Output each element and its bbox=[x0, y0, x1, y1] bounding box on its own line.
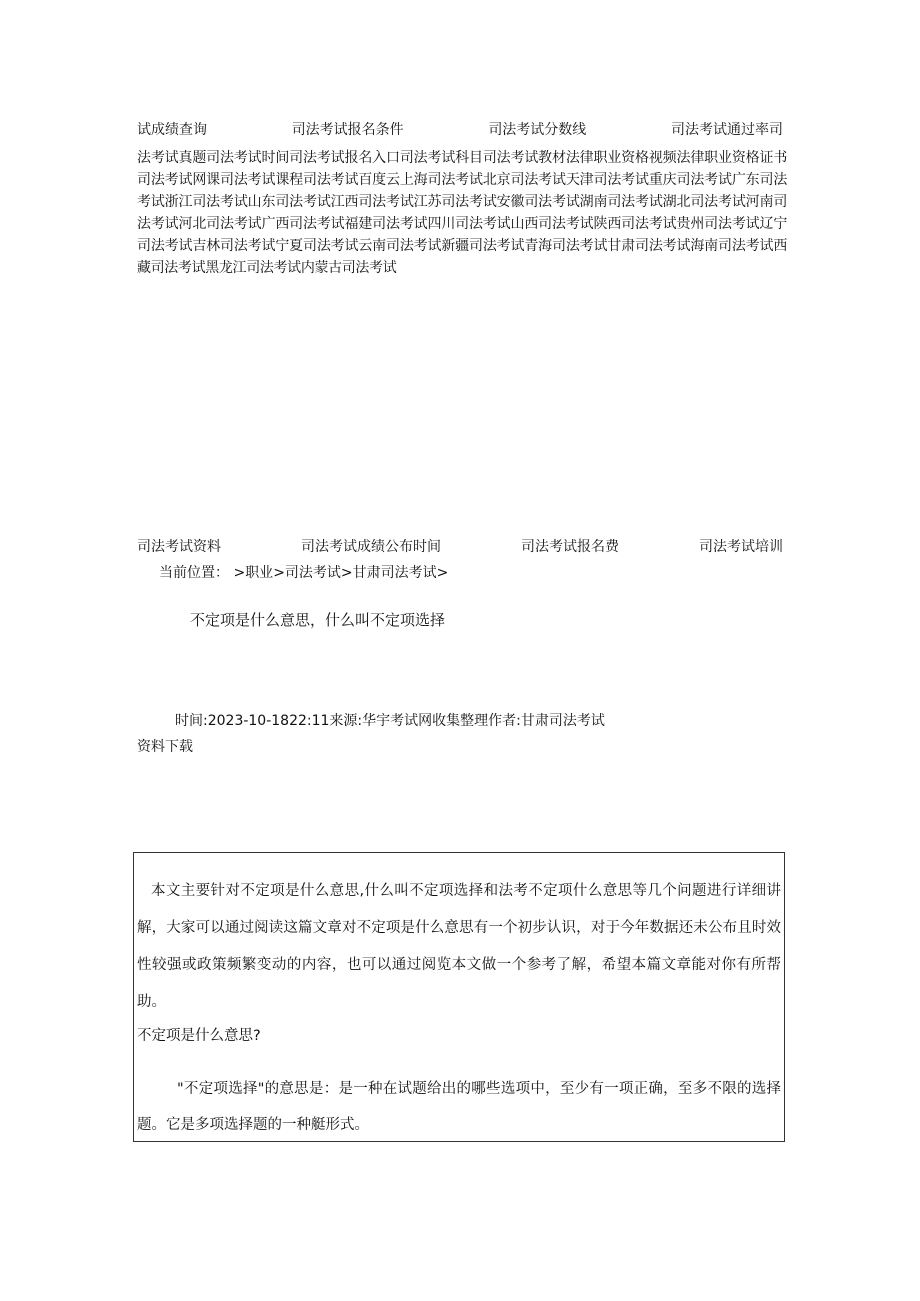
tag-link[interactable]: 司法考试科目 bbox=[399, 150, 483, 166]
tag-link[interactable]: 甘肃司法考试 bbox=[607, 238, 691, 254]
nav-link-materials[interactable]: 司法考试资料 bbox=[137, 539, 221, 555]
article-intro-paragraph: 本文主要针对不定项是什么意思,什么叫不定项选择和法考不定项什么意思等几个问题进行详细讲解，大家可以通过阅读这篇文章对不定项是什么意思有一个初步认识，对于今年数据还未公布且时效性较强或政策频繁变动的内容，也可以通过阅览本文做一个参考了解，希望本篇文章能对你有所帮助。 bbox=[137, 883, 781, 1010]
breadcrumb bbox=[159, 562, 448, 584]
nav-link-passing-score[interactable]: 司法考试分数线 bbox=[488, 122, 587, 138]
breadcrumb-item-gansu-judicial-exam[interactable]: 甘肃司法考试 bbox=[352, 565, 437, 581]
tag-link[interactable]: 法律职业资格证书 bbox=[676, 150, 787, 166]
article-answer-paragraph: "不定项选择"的意思是：是一种在试题给出的哪些选项中，至少有一项正确，至多不限的选择题。它是多项选择题的一种艇形式。 bbox=[137, 1081, 781, 1133]
nav-link-registration-fee[interactable]: 司法考试报名费 bbox=[521, 539, 619, 555]
tag-cloud bbox=[137, 147, 787, 279]
breadcrumb-item-career[interactable]: 职业 bbox=[245, 565, 274, 581]
article-title: 不定项是什么意思，什么叫不定项选择 bbox=[190, 611, 446, 629]
tag-link[interactable]: 司法考试网课 bbox=[137, 172, 220, 188]
tag-link[interactable]: 法律职业资格视频 bbox=[565, 150, 677, 166]
tag-link[interactable]: 西藏司法考试 bbox=[137, 238, 787, 276]
tag-link[interactable]: 湖北司法考试 bbox=[662, 194, 746, 210]
tag-link[interactable]: 广西司法考试 bbox=[261, 216, 345, 232]
tag-link[interactable]: 辽宁司法考试 bbox=[137, 216, 787, 254]
tag-link[interactable]: 上海司法考试 bbox=[399, 172, 483, 188]
top-nav bbox=[137, 119, 783, 141]
article-content-box bbox=[133, 852, 785, 1142]
tag-link[interactable]: 黑龙江司法考试 bbox=[205, 260, 301, 276]
tag-link[interactable]: 安徽司法考试 bbox=[496, 194, 580, 210]
tag-link[interactable]: 吉林司法考试 bbox=[192, 238, 276, 254]
tag-link[interactable]: 山西司法考试 bbox=[510, 216, 594, 232]
tag-link[interactable]: 湖南司法考试 bbox=[579, 194, 663, 210]
breadcrumb-separator: > bbox=[233, 565, 246, 581]
tag-link[interactable]: 陕西司法考试 bbox=[593, 216, 677, 232]
tag-link[interactable]: 江苏司法考试 bbox=[413, 194, 497, 210]
nav-link-score-release-time[interactable]: 司法考试成绩公布时间 bbox=[301, 539, 441, 555]
tag-link[interactable]: 司法考试百度云 bbox=[303, 172, 400, 188]
tag-link[interactable]: 宁夏司法考试 bbox=[275, 238, 359, 254]
nav-link-registration-conditions[interactable]: 司法考试报名条件 bbox=[291, 122, 404, 138]
download-link[interactable]: 资料下载 bbox=[137, 739, 193, 755]
tag-link[interactable]: 云南司法考试 bbox=[358, 238, 442, 254]
tag-link[interactable]: 北京司法考试 bbox=[482, 172, 566, 188]
nav-link-pass-rate[interactable]: 司法考试通过率司 bbox=[670, 122, 783, 138]
tag-link[interactable]: 浙江司法考试 bbox=[164, 194, 248, 210]
breadcrumb-label: 当前位置： bbox=[159, 565, 229, 581]
tag-link[interactable]: 青海司法考试 bbox=[524, 238, 608, 254]
breadcrumb-item-judicial-exam[interactable]: 司法考试 bbox=[284, 565, 341, 581]
tag-link[interactable]: 河北司法考试 bbox=[178, 216, 262, 232]
tag-link[interactable]: 天津司法考试 bbox=[565, 172, 649, 188]
breadcrumb-separator: > bbox=[436, 565, 449, 581]
nav-link-training[interactable]: 司法考试培训 bbox=[699, 539, 783, 555]
breadcrumb-separator: > bbox=[273, 565, 285, 581]
tag-link[interactable]: 山东司法考试 bbox=[247, 194, 331, 210]
tag-link[interactable]: 河南司法考试 bbox=[137, 194, 787, 232]
article-question-heading: 不定项是什么意思? bbox=[137, 1028, 261, 1044]
nav-link-score-query[interactable]: 试成绩查询 bbox=[137, 122, 207, 138]
tag-link[interactable]: 福建司法考试 bbox=[344, 216, 428, 232]
tag-link[interactable]: 司法考试时间 bbox=[206, 150, 290, 166]
tag-link[interactable]: 内蒙古司法考试 bbox=[300, 260, 397, 276]
tag-link[interactable]: 重庆司法考试 bbox=[648, 172, 732, 188]
tag-link[interactable]: 司法考试教材 bbox=[482, 150, 566, 166]
article-meta: 时间:2023-10-1822:11来源:华宇考试网收集整理作者:甘肃司法考试 bbox=[175, 713, 605, 729]
breadcrumb-separator: > bbox=[340, 565, 353, 581]
tag-link[interactable]: 广东司法考试 bbox=[137, 172, 787, 210]
tag-link[interactable]: 法考试真题 bbox=[137, 150, 207, 166]
tag-link[interactable]: 海南司法考试 bbox=[690, 238, 774, 254]
tag-link[interactable]: 贵州司法考试 bbox=[676, 216, 760, 232]
tag-link[interactable]: 司法考试课程 bbox=[220, 172, 303, 188]
bottom-nav bbox=[137, 536, 783, 558]
tag-link[interactable]: 新疆司法考试 bbox=[441, 238, 525, 254]
tag-link[interactable]: 江西司法考试 bbox=[330, 194, 414, 210]
tag-link[interactable]: 四川司法考试 bbox=[427, 216, 511, 232]
tag-link[interactable]: 司法考试报名入口 bbox=[289, 150, 400, 166]
